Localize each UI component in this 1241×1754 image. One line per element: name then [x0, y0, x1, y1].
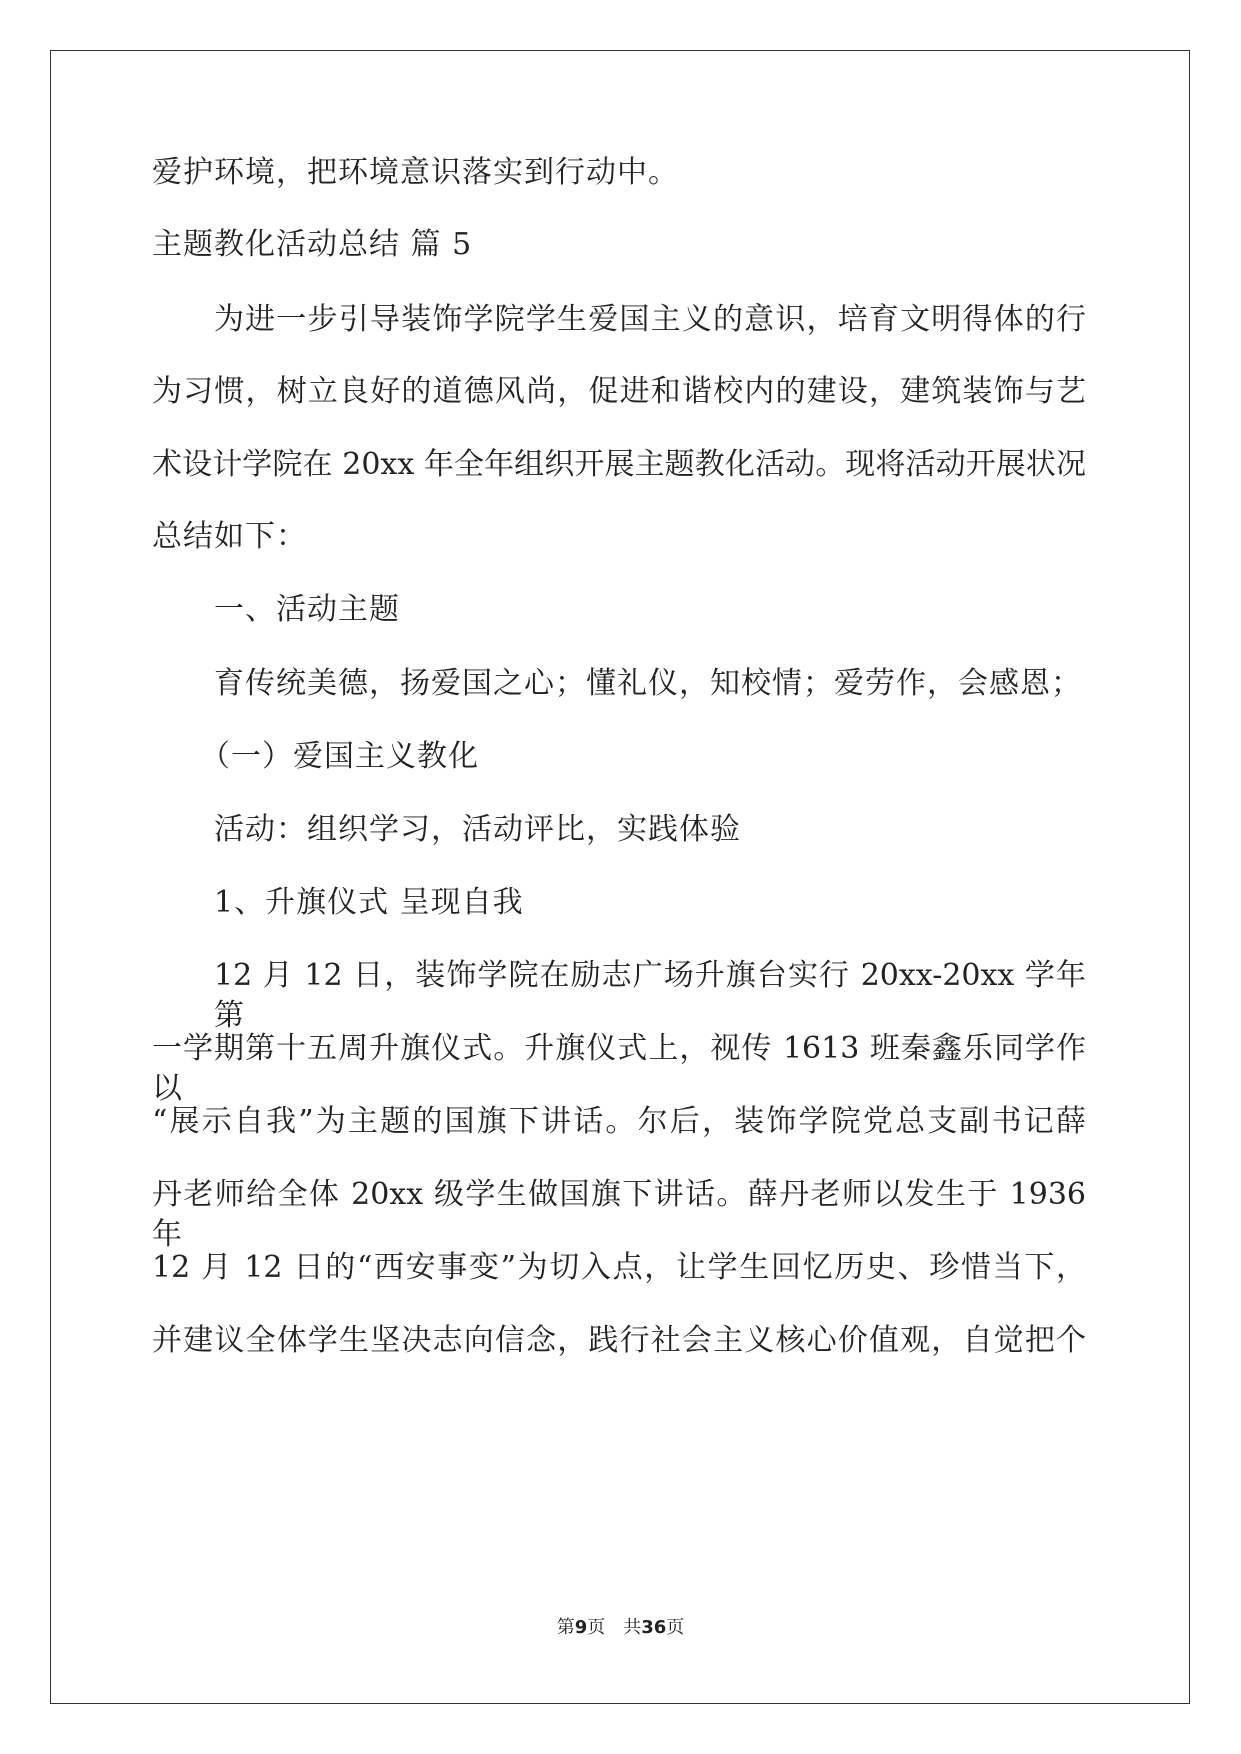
text-line-1: 爱护环境，把环境意识落实到行动中。: [152, 155, 679, 190]
text-line-14: “展示自我”为主题的国旗下讲话。尔后，装饰学院党总支副书记薛: [152, 1104, 1086, 1139]
subheading-patriotic-education: （一）爱国主义教化: [200, 739, 479, 774]
current-page-number: 9: [574, 1617, 588, 1638]
subheading-activity-theme: 一、活动主题: [214, 592, 400, 627]
total-page-count: 36: [641, 1617, 667, 1638]
text-line-10: 活动：组织学习，活动评比，实践体验: [214, 812, 741, 847]
text-line-8: 育传统美德，扬爱国之心；懂礼仪，知校情；爱劳作，会感恩；: [214, 666, 1082, 701]
text-line-17: 并建议全体学生坚决志向信念，践行社会主义核心价值观，自觉把个: [152, 1323, 1086, 1358]
text-line-6: 总结如下：: [152, 519, 307, 554]
page-border: [50, 50, 1190, 1704]
page-footer: [0, 1616, 1241, 1640]
text-line-12: 12 月 12 日，装饰学院在励志广场升旗台实行 20xx-20xx 学年第: [214, 958, 1086, 1033]
text-line-16: 12 月 12 日的“西安事变”为切入点，让学生回忆历史、珍惜当下，: [152, 1250, 1086, 1285]
text-line-13: 一学期第十五周升旗仪式。升旗仪式上，视传 1613 班秦鑫乐同学作以: [152, 1031, 1086, 1106]
section-heading: 主题教化活动总结 篇 5: [152, 227, 473, 262]
subheading-flag-ceremony: 1、升旗仪式 呈现自我: [214, 885, 524, 920]
text-line-3: 为进一步引导装饰学院学生爱国主义的意识，培育文明得体的行: [214, 302, 1086, 337]
text-line-4: 为习惯，树立良好的道德风尚，促进和谐校内的建设，建筑装饰与艺: [152, 374, 1086, 409]
footer-prefix: 第: [556, 1617, 575, 1638]
text-line-15: 丹老师给全体 20xx 级学生做国旗下讲话。薛丹老师以发生于 1936 年: [152, 1177, 1086, 1252]
footer-page-suffix: 页: [587, 1617, 606, 1638]
footer-total-suffix: 页: [666, 1617, 685, 1638]
text-line-5: 术设计学院在 20xx 年全年组织开展主题教化活动。现将活动开展状况: [152, 447, 1086, 482]
footer-total-prefix: 共: [623, 1617, 642, 1638]
